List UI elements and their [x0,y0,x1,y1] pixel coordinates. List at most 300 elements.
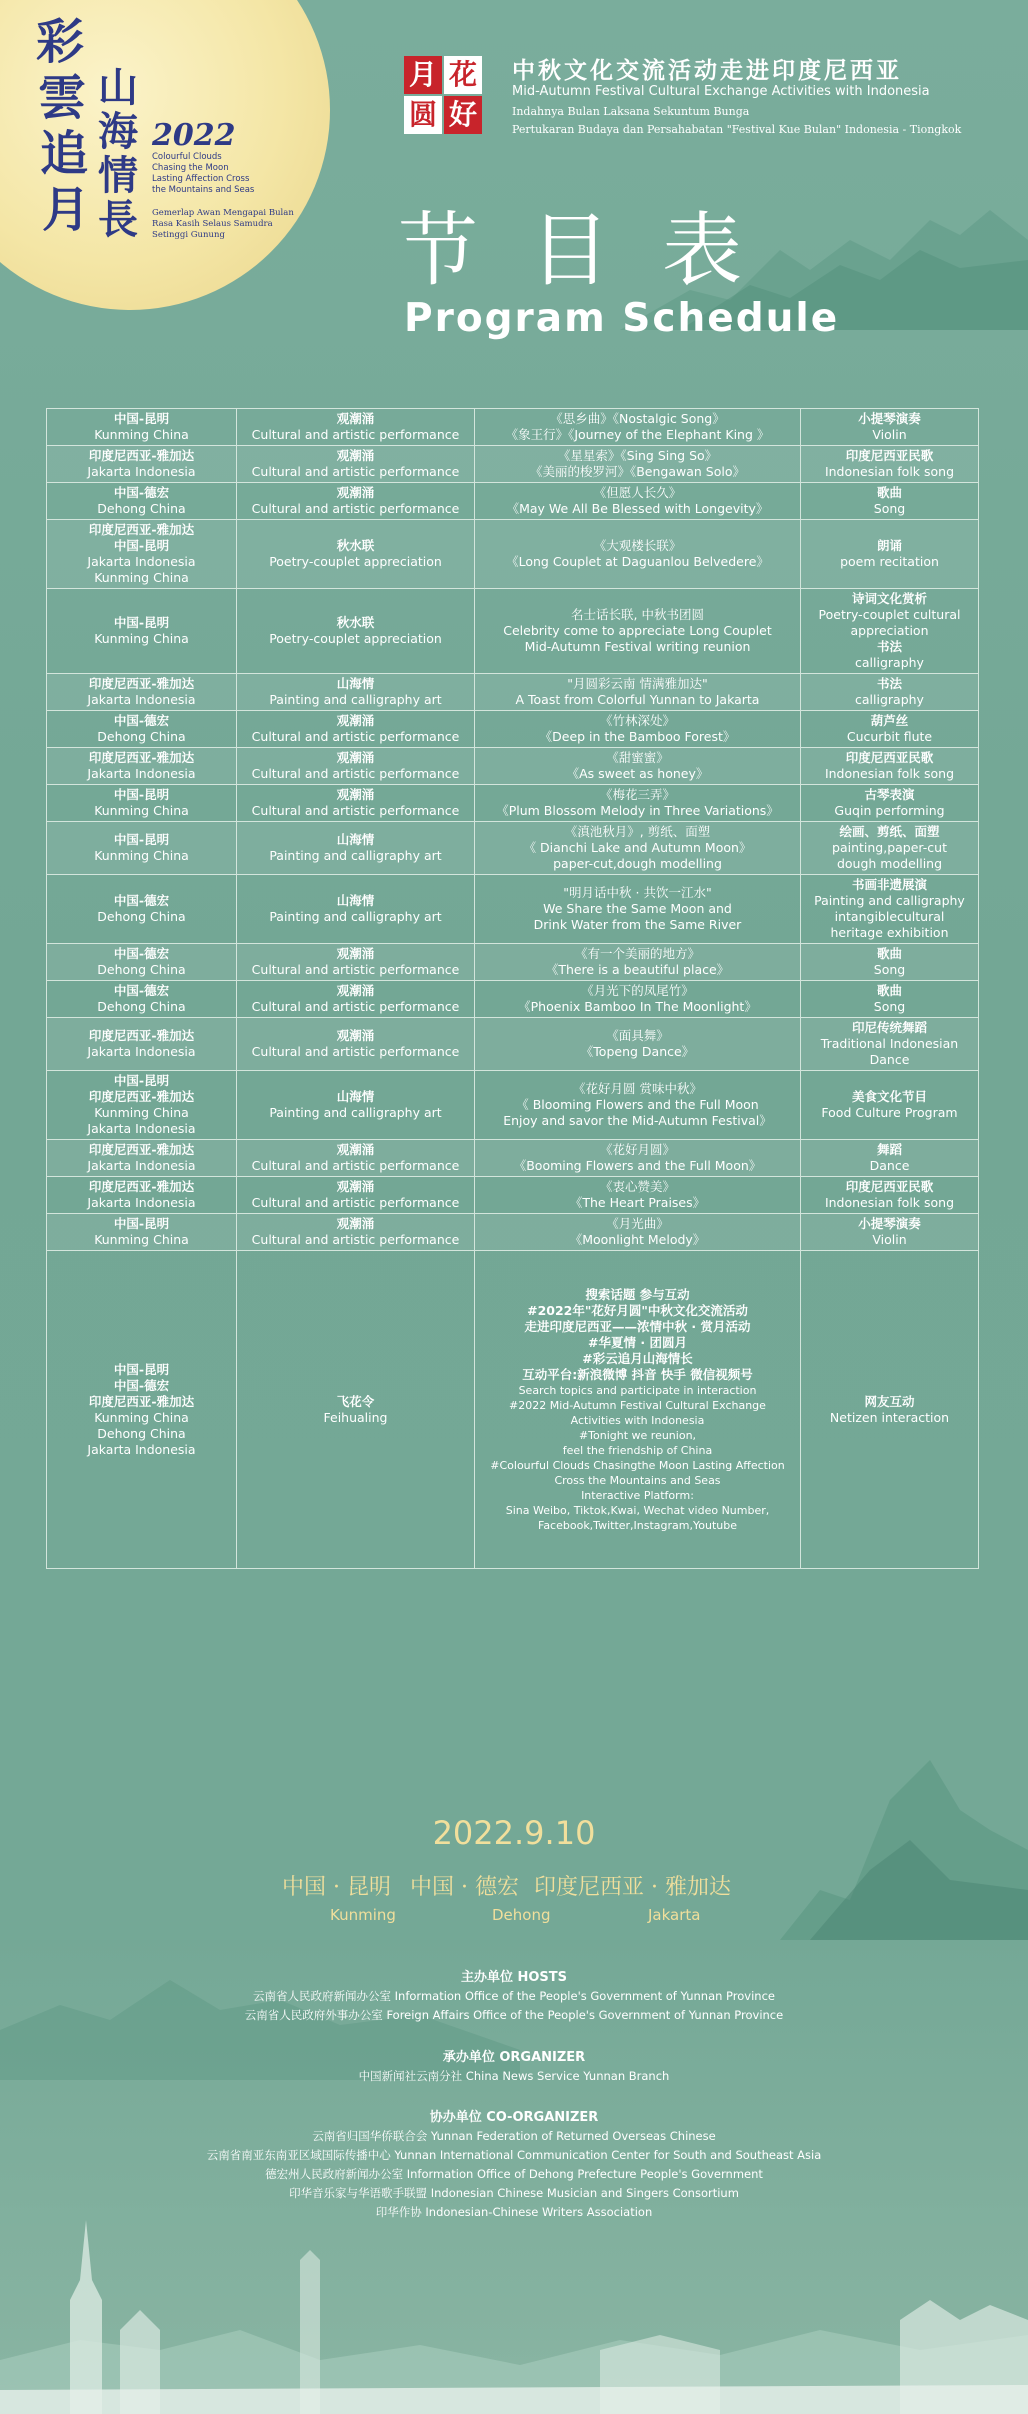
interaction-topic-en: Cross the Mountains and Seas [554,1473,721,1487]
table-row [47,748,979,785]
program-title-cell [475,1071,801,1140]
event-date: 2022.9.10 [432,1814,596,1852]
program-title-line: 《花好月圆 赏味中秋》 [573,1081,702,1096]
program-title-cell [475,520,801,589]
table-row [47,1071,979,1140]
performance-form-en: dough modelling [836,856,943,871]
program-type-cell [237,1214,475,1251]
program-type-cn: 山海情 [336,1089,375,1104]
co-organizer-line: 德宏州人民政府新闻办公室 Information Office of Dehong Prefecture People's Government [265,2167,763,2181]
program-title-line: 《星星索》《Sing Sing So》 [557,448,718,463]
performance-form-en: Poetry-couplet cultural [818,607,961,622]
performance-form-cn: 歌曲 [876,946,902,961]
location-cn: 中国-德宏 [113,485,170,500]
program-type-cell [237,1251,475,1569]
performance-form-en: painting,paper-cut [832,840,947,855]
program-type-en: Cultural and artistic performance [251,427,460,442]
performance-form-cn: 印度尼西亚民歌 [845,750,934,765]
program-title-line: 《花好月圆》 [599,1142,675,1157]
performance-form-cell [801,1071,979,1140]
schedule-table [46,408,979,1569]
program-title-line: 《面具舞》 [606,1028,669,1043]
hosts-title: 主办单位 HOSTS [460,1970,568,1985]
program-type-en: Cultural and artistic performance [251,1044,460,1059]
location-cn: 中国-昆明 [113,538,170,553]
location-en: Kunming China [94,1409,189,1425]
program-title-line: 名士话长联, 中秋书团圆 [571,607,704,622]
program-title-line: 《月光曲》 [606,1216,669,1231]
performance-form-cell [801,1214,979,1251]
performance-form-en: Violin [872,427,907,442]
performance-form-cn: 歌曲 [876,485,902,500]
program-title-cell [475,748,801,785]
program-type-en: Cultural and artistic performance [251,999,460,1014]
program-type-en: Cultural and artistic performance [251,1158,460,1173]
program-title-line: A Toast from Colorful Yunnan to Jakarta [515,692,760,707]
location-cell [47,589,237,674]
program-type-cell [237,1071,475,1140]
location-cell [47,944,237,981]
location-cn: 印度尼西亚-雅加达 [88,750,195,765]
performance-form-cell [801,674,979,711]
performance-form-en: Indonesian folk song [824,766,955,781]
interaction-topic-en: Interactive Platform: [581,1488,694,1502]
program-type-en: Cultural and artistic performance [251,766,460,781]
performance-form-cell [801,748,979,785]
program-type-cn: 观潮涌 [336,946,375,961]
performance-form-cn: 印度尼西亚民歌 [845,1179,934,1194]
performance-form-en: Painting and calligraphy [814,893,965,908]
program-type-cn: 观潮涌 [336,1028,375,1043]
program-type-en: Cultural and artistic performance [251,962,460,977]
performance-form-cell [801,520,979,589]
performance-form-cell [801,589,979,674]
program-title-line: 《有一个美丽的地方》 [574,946,700,961]
table-row [47,875,979,944]
location-cell [47,1018,237,1071]
schedule-table-body [47,409,979,1569]
logo-slogan-id: Gemerlap Awan Mengapai Bulan Rasa Kasih Selaus Samudra Setinggi Gunung [152,208,294,240]
interaction-topic-en: Activities with Indonesia [570,1413,705,1427]
performance-form-cn: 书法 [876,676,902,691]
performance-form-cell [801,1018,979,1071]
program-type-cell [237,785,475,822]
performance-form-cell [801,981,979,1018]
organizer-title: 承办单位 ORGANIZER [442,2050,586,2065]
program-title-line: paper-cut,dough modelling [553,856,722,871]
location-en: Jakarta Indonesia [87,1158,196,1173]
program-title-line: 《但愿人长久》 [593,485,682,500]
program-title-cell [475,483,801,520]
performance-form-cell [801,785,979,822]
program-type-en: Cultural and artistic performance [251,501,460,516]
program-type-en: Poetry-couplet appreciation [269,631,442,646]
location-en: Jakarta Indonesia [87,692,196,707]
program-type-cn: 观潮涌 [336,1142,375,1157]
program-title-line: 《Topeng Dance》 [580,1044,695,1059]
performance-form-cell [801,944,979,981]
performance-form-en: Guqin performing [834,803,945,818]
location-cn: 中国-昆明 [113,1073,170,1088]
performance-form-en: Indonesian folk song [824,1195,955,1210]
interaction-topic-cn: #彩云追月山海情长 [582,1350,693,1366]
performance-form-cn: 诗词文化赏析 [851,591,927,606]
location-en: Kunming China [94,1232,189,1247]
program-type-cn: 观潮涌 [336,485,375,500]
interaction-topic-en: Sina Weibo, Tiktok,Kwai, Wechat video Number, [505,1503,770,1517]
program-title-line: 《Deep in the Bamboo Forest》 [539,729,736,744]
program-type-cell [237,1140,475,1177]
program-title-cell [475,1214,801,1251]
performance-form-en: Song [873,501,906,516]
interaction-topic-cn: 互动平台:新浪微博 抖音 快手 微信视频号 [522,1366,753,1382]
table-row [47,785,979,822]
performance-form-en: Indonesian folk song [824,464,955,479]
program-title-line: 《甜蜜蜜》 [606,750,669,765]
program-title-cell [475,822,801,875]
location-en: Jakarta Indonesia [87,1044,196,1059]
table-row [47,711,979,748]
program-type-en: Cultural and artistic performance [251,464,460,479]
performance-form-cell [801,875,979,944]
program-type-en: Cultural and artistic performance [251,729,460,744]
co-organizer-line: 云南省南亚东南亚区域国际传播中心 Yunnan International Communication Center for South and Southeast Asia [206,2148,822,2162]
table-row [47,446,979,483]
table-row [47,674,979,711]
performance-form-cn: 书法 [876,639,902,654]
location-cn: 中国-德宏 [113,713,170,728]
performance-form-en: poem recitation [840,554,939,569]
performance-form-cell [801,1140,979,1177]
program-type-cell [237,483,475,520]
location-en: Jakarta Indonesia [87,554,196,569]
city-kunming-en: Kunming [330,1906,396,1924]
program-title-line: 《Phoenix Bamboo In The Moonlight》 [518,999,757,1014]
location-en: Kunming China [94,631,189,646]
program-title-cell [475,711,801,748]
location-cn: 印度尼西亚-雅加达 [88,1028,195,1043]
program-title-line: Drink Water from the Same River [533,917,742,932]
location-en: Dehong China [97,909,186,924]
program-type-cn: 山海情 [336,832,375,847]
location-cell [47,409,237,446]
performance-form-en: Food Culture Program [821,1105,958,1120]
table-row [47,409,979,446]
program-title-line: 《大观楼长联》 [593,538,682,553]
location-en: Dehong China [97,999,186,1014]
co-organizer-line: 印华作协 Indonesian-Chinese Writers Association [375,2205,653,2219]
program-type-cn: 观潮涌 [336,448,375,463]
performance-form-cell [801,711,979,748]
program-title-cell [475,446,801,483]
program-type-cell [237,711,475,748]
location-en: Dehong China [97,729,186,744]
location-cn: 中国-昆明 [113,1361,170,1377]
header-title-cn: 中秋文化交流活动走进印度尼西亚 [512,57,902,84]
program-title-line: 《Booming Flowers and the Full Moon》 [513,1158,762,1173]
program-title-line: 《象王行》《Journey of the Elephant King 》 [505,427,770,442]
performance-form-en: Song [873,962,906,977]
location-en: Jakarta Indonesia [87,766,196,781]
program-title-line: 《滇池秋月》, 剪纸、面塑 [564,824,711,839]
performance-form-en: Dance [869,1158,910,1173]
performance-form-cn: 印尼传统舞蹈 [851,1020,927,1035]
interaction-topic-cn: #2022年"花好月圆"中秋文化交流活动 [527,1302,748,1318]
program-title-line: 《As sweet as honey》 [566,766,709,781]
city-jakarta-en: Jakarta [648,1906,701,1924]
location-cn: 中国-昆明 [113,615,170,630]
table-row [47,520,979,589]
performance-form-en: calligraphy [855,692,924,707]
performance-form-en: appreciation [850,623,929,638]
program-type-cell [237,520,475,589]
program-type-en: Cultural and artistic performance [251,1195,460,1210]
location-cell [47,1140,237,1177]
host-line: 云南省人民政府外事办公室 Foreign Affairs Office of the People's Government of Yunnan Province [244,2008,784,2022]
host-line: 云南省人民政府新闻办公室 Information Office of the People's Government of Yunnan Province [253,1989,775,2003]
table-row [47,944,979,981]
program-title-cell [475,674,801,711]
program-title-line: "明月话中秋 · 共饮一江水" [563,885,712,900]
program-title-line: 《月光下的凤尾竹》 [581,983,694,998]
program-title-line: "月圆彩云南 情满雅加达" [567,676,708,691]
program-type-cn: 观潮涌 [336,983,375,998]
performance-form-cn: 舞蹈 [876,1142,902,1157]
program-title-line: 《竹林深处》 [599,713,675,728]
location-cn: 印度尼西亚-雅加达 [88,1089,195,1104]
location-cell [47,785,237,822]
performance-form-cn: 美食文化节目 [851,1089,927,1104]
location-cn: 中国-昆明 [113,787,170,802]
location-cn: 印度尼西亚-雅加达 [88,1393,195,1409]
location-cn: 中国-德宏 [113,946,170,961]
program-title-line: Mid-Autumn Festival writing reunion [524,639,751,654]
performance-form-cn: 古琴表演 [864,787,915,802]
page-title-cn: 节目表 [398,204,794,297]
performance-form-en: calligraphy [855,655,924,670]
performance-form-cn: 小提琴演奏 [858,411,921,426]
city-dehong-en: Dehong [492,1906,551,1924]
performance-form-cn: 朗诵 [876,538,902,553]
location-cell [47,748,237,785]
interaction-topic-cn: 走进印度尼西亚——浓情中秋 · 赏月活动 [524,1318,751,1334]
program-type-cell [237,944,475,981]
location-cn: 中国-昆明 [113,411,170,426]
table-row [47,1140,979,1177]
interaction-topic-cn: #华夏情 · 团圆月 [588,1334,687,1350]
program-title-cell [475,589,801,674]
interaction-topic-cn: 搜索话题 参与互动 [585,1286,690,1302]
co-organizer-title: 协办单位 CO-ORGANIZER [429,2110,599,2125]
location-cn: 中国-德宏 [113,893,170,908]
page-title-en: Program Schedule [404,296,840,341]
header-title-id-2: Pertukaran Budaya dan Persahabatan "Festival Kue Bulan" Indonesia - Tiongkok [512,123,962,136]
location-cn: 印度尼西亚-雅加达 [88,448,195,463]
program-type-cn: 观潮涌 [336,411,375,426]
location-cn: 中国-昆明 [113,1216,170,1231]
program-type-en: Painting and calligraphy art [269,848,442,863]
logo-slogan-en: Colourful Clouds Chasing the Moon Lasting Affection Cross the Mountains and Seas [152,152,255,195]
location-cn: 中国-德宏 [113,983,170,998]
location-cn: 印度尼西亚-雅加达 [88,1142,195,1157]
interaction-topic-en: Search topics and participate in interaction [518,1383,757,1397]
performance-form-cn: 印度尼西亚民歌 [845,448,934,463]
location-en: Kunming China [94,427,189,442]
performance-form-en: Cucurbit flute [846,729,933,744]
table-row [47,822,979,875]
table-row [47,1177,979,1214]
header-title-id-1: Indahnya Bulan Laksana Sekuntum Bunga [512,105,750,118]
performance-form-cn: 小提琴演奏 [858,1216,921,1231]
co-organizer-line: 云南省归国华侨联合会 Yunnan Federation of Returned Overseas Chinese [312,2129,716,2143]
program-type-cell [237,1177,475,1214]
table-row [47,589,979,674]
program-title-cell [475,1177,801,1214]
program-title-line: 《 Dianchi Lake and Autumn Moon》 [523,840,752,855]
program-type-cn: 山海情 [336,893,375,908]
location-cell [47,822,237,875]
performance-form-cn: 网友互动 [864,1393,915,1409]
logo-subtitle: 山 海 情 長 [98,64,138,243]
program-type-cn: 观潮涌 [336,750,375,765]
program-title-line: 《 Blooming Flowers and the Full Moon [516,1097,759,1112]
performance-form-cell [801,446,979,483]
performance-form-en: Traditional Indonesian [820,1036,959,1051]
table-row [47,981,979,1018]
location-en: Kunming China [94,570,189,585]
location-cn: 中国-德宏 [113,1377,170,1393]
program-title-cell [475,409,801,446]
location-en: Jakarta Indonesia [87,464,196,479]
program-type-cell [237,822,475,875]
interaction-topic-en: Facebook,Twitter,Instagram,Youtube [538,1518,737,1532]
location-cn: 印度尼西亚-雅加达 [88,676,195,691]
program-title-line: 《美丽的梭罗河》《Bengawan Solo》 [529,464,745,479]
performance-form-cn: 葫芦丝 [870,713,909,728]
program-type-cn: 山海情 [336,676,375,691]
program-title-line: 《Moonlight Melody》 [569,1232,706,1247]
table-row [47,483,979,520]
program-type-cell [237,1018,475,1071]
location-cell [47,875,237,944]
location-en: Dehong China [97,501,186,516]
program-type-en: Cultural and artistic performance [251,1232,460,1247]
performance-form-cn: 歌曲 [876,983,902,998]
co-organizer-line: 印华音乐家与华语歌手联盟 Indonesian Chinese Musician and Singers Consortium [289,2186,739,2200]
location-cell [47,1177,237,1214]
program-title-cell [475,875,801,944]
program-title-line: Celebrity come to appreciate Long Couplet [503,623,772,638]
location-cell [47,483,237,520]
performance-form-en: Dance [869,1052,910,1067]
performance-form-cn: 绘画、剪纸、面塑 [839,824,940,839]
location-cell [47,520,237,589]
program-type-cn: 观潮涌 [336,1216,375,1231]
program-type-cell [237,981,475,1018]
program-type-en: Cultural and artistic performance [251,803,460,818]
city-kunming-cn: 中国 · 昆明 [282,1875,391,1900]
location-cell [47,1251,237,1569]
program-type-cn: 观潮涌 [336,1179,375,1194]
location-cell [47,981,237,1018]
location-en: Jakarta Indonesia [87,1195,196,1210]
location-en: Kunming China [94,848,189,863]
program-type-cell [237,589,475,674]
location-en: Jakarta Indonesia [87,1121,196,1136]
program-type-cell [237,748,475,785]
program-title-cell [475,785,801,822]
location-cell [47,674,237,711]
location-cn: 中国-昆明 [113,832,170,847]
program-title-line: 《May We All Be Blessed with Longevity》 [506,501,769,516]
program-type-cn: 秋水联 [336,538,375,553]
program-title-cell [475,1018,801,1071]
location-en: Kunming China [94,1105,189,1120]
location-en: Dehong China [97,962,186,977]
performance-form-cell [801,1251,979,1569]
performance-form-cell [801,409,979,446]
performance-form-cell [801,822,979,875]
city-jakarta-cn: 印度尼西亚 · 雅加达 [534,1875,731,1900]
program-type-en: Painting and calligraphy art [269,1105,442,1120]
program-title-line: 《The Heart Praises》 [569,1195,706,1210]
performance-form-en: Netizen interaction [829,1409,950,1425]
organizer-line: 中国新闻社云南分社 China News Service Yunnan Branch [358,2069,670,2083]
performance-form-en: intangiblecultural [834,909,945,924]
program-title-line: 《梅花三弄》 [599,787,675,802]
table-row [47,1214,979,1251]
program-type-cn: 秋水联 [336,615,375,630]
program-type-cell [237,409,475,446]
city-dehong-cn: 中国 · 德宏 [410,1875,519,1900]
location-en: Dehong China [97,1425,186,1441]
program-title-cell [475,981,801,1018]
location-cell [47,1071,237,1140]
location-cn: 印度尼西亚-雅加达 [88,522,195,537]
program-title-cell [475,1251,801,1569]
interaction-topic-en: feel the friendship of China [562,1443,713,1457]
program-title-line: 《Long Couplet at Daguanlou Belvedere》 [506,554,769,569]
interaction-topic-en: #Colourful Clouds Chasingthe Moon Lasting Affection [490,1458,785,1472]
performance-form-en: heritage exhibition [830,925,949,940]
location-en: Kunming China [94,803,189,818]
program-type-cn: 观潮涌 [336,787,375,802]
program-type-en: Feihualing [323,1409,388,1425]
interaction-topic-en: #Tonight we reunion, [578,1428,697,1442]
event-badge: 月 花 圆 好 [404,56,482,134]
program-title-line: 《Plum Blossom Melody in Three Variations》 [496,803,779,818]
performance-form-en: Violin [872,1232,907,1247]
performance-form-en: Song [873,999,906,1014]
location-cn: 印度尼西亚-雅加达 [88,1179,195,1194]
program-title-line: We Share the Same Moon and [543,901,732,916]
program-type-cell [237,446,475,483]
logo-year: 2022 [152,118,236,153]
program-type-cn: 飞花令 [336,1393,375,1409]
program-type-en: Poetry-couplet appreciation [269,554,442,569]
program-title-cell [475,944,801,981]
program-title-line: Enjoy and savor the Mid-Autumn Festival》 [503,1113,772,1128]
program-title-line: 《There is a beautiful place》 [545,962,730,977]
program-type-cn: 观潮涌 [336,713,375,728]
program-type-en: Painting and calligraphy art [269,692,442,707]
program-type-cell [237,875,475,944]
program-title-line: 《思乡曲》《Nostalgic Song》 [550,411,725,426]
location-cell [47,446,237,483]
table-row-interaction [47,1251,979,1569]
location-cell [47,711,237,748]
program-type-cell [237,674,475,711]
